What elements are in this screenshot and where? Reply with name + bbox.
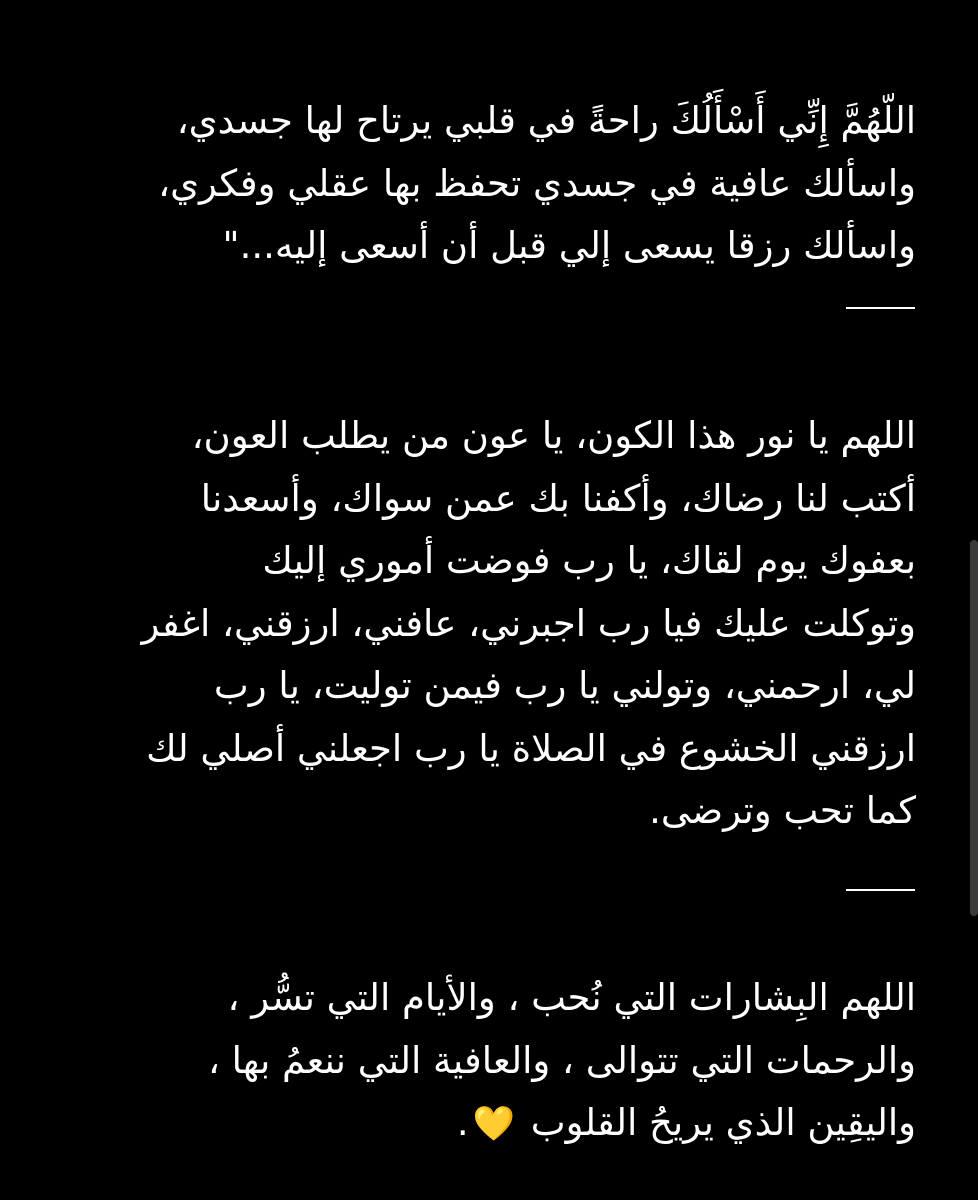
text-line: بعفوك يوم لقاك، يا رب فوضت أموري إليك (262, 539, 916, 582)
text-line-with-emoji (56, 1092, 916, 1156)
text-line: ارزقني الخشوع في الصلاة يا رب اجعلني أصلي لك (146, 726, 916, 770)
section-divider (846, 307, 915, 309)
text-line: واليقِين الذي يريحُ القلوب (530, 1101, 916, 1144)
text-line: اللهم يا نور هذا الكون، يا عون من يطلب العون، (191, 414, 916, 457)
dua-paragraph-2 (56, 405, 916, 843)
text-line: أكتب لنا رضاك، وأكفنا بك عمن سواك، وأسعدنا (200, 476, 916, 520)
text-line: اللهم البِشارات التي نُحب ، والأيام التي تسُّر ، (227, 976, 916, 1019)
text-line: وتوكلت عليك فيا رب اجبرني، عافني، ارزقني، اغفر (141, 601, 916, 645)
text-line: واسألك رزقا يسعى إلي قبل أن أسعى إليه..." (222, 224, 916, 267)
yellow-heart-icon: 💛 (472, 1104, 516, 1144)
text-line: والرحمات التي تتوالى ، والعافية التي ننعمُ بها ، (207, 1038, 916, 1082)
section-divider (846, 889, 915, 891)
text-line: لي، ارحمني، وتولني يا رب فيمن توليت، يا رب (213, 664, 916, 707)
dua-paragraph-3 (56, 967, 916, 1156)
scrollbar-thumb[interactable] (970, 540, 978, 916)
closing-punctuation: . (456, 1101, 469, 1144)
text-line: كما تحب وترضى. (649, 789, 916, 832)
dua-paragraph-1 (56, 90, 916, 278)
text-line: واسألك عافية في جسدي تحفظ بها عقلي وفكري، (158, 161, 916, 205)
text-line: اللّهُمَّ إِنِّي أَسْأَلُكَ راحةً في قلبي يرتاح لها جسدي، (176, 99, 916, 142)
